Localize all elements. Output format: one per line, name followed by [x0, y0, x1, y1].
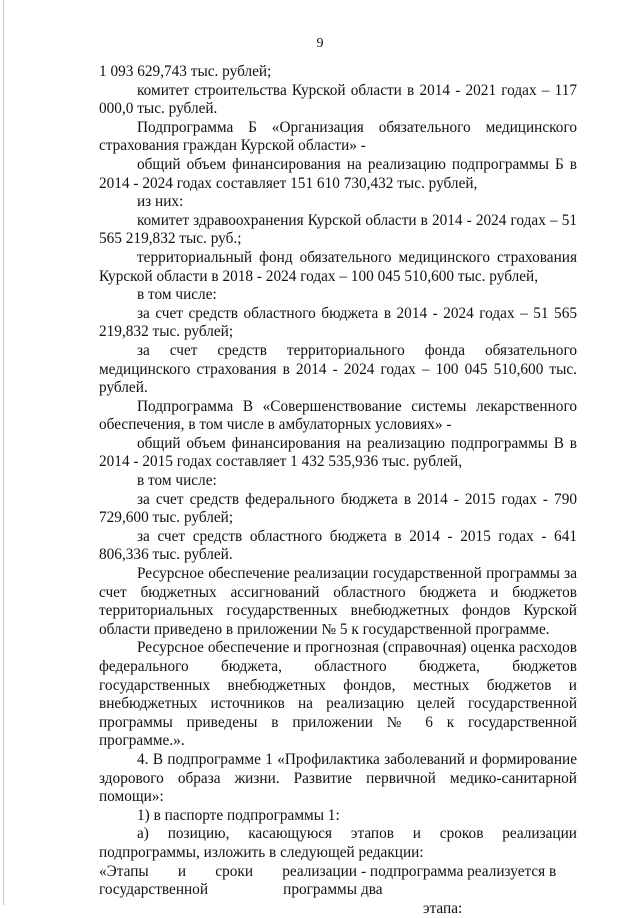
paragraph: общий объем финансирования на реализацию подпрограммы Б в 2014 - 2024 годах составляет 151 610 730,432 тыс. рублей,: [99, 155, 577, 192]
paragraph: за счет средств областного бюджета в 2014 - 2024 годах – 51 565 219,832 тыс. рублей;: [99, 304, 577, 341]
passport-table-row: [99, 863, 577, 918]
table-cell-label-line: «Этапы и сроки реализации: [99, 862, 357, 880]
paragraph: территориальный фонд обязательного медицинского страхования Курской области в 2018 - 2024 годах – 100 045 510,600 тыс. рублей,: [99, 248, 577, 285]
table-cell-value-line: этапа:: [423, 899, 463, 917]
scan-margin-line: [3, 0, 4, 905]
paragraph: в том числе:: [137, 286, 217, 304]
paragraph: а) позицию, касающуюся этапов и сроков реализации подпрограммы, изложить в следующей редакции:: [99, 825, 577, 861]
paragraph: 1 093 629,743 тыс. рублей;: [99, 63, 272, 80]
table-cell-value: [361, 863, 577, 918]
paragraph: комитет строительства Курской области в 2014 - 2021 годах – 117 000,0 тыс. рублей.: [99, 81, 577, 118]
paragraph: за счет средств областного бюджета в 2014 - 2015 годах - 641 806,336 тыс. рублей.: [99, 527, 577, 564]
table-cell-value-line: - подпрограмма реализуется в два: [361, 862, 557, 899]
paragraph: за счет средств территориального фонда обязательного медицинского страхования в 2014 - 2024 годах – 100 045 510,600 тыс. рублей.: [99, 341, 577, 397]
paragraph: за счет средств федерального бюджета в 2014 - 2015 годах - 790 729,600 тыс. рублей;: [99, 490, 577, 527]
paragraph: из них:: [137, 193, 184, 211]
paragraph: 1) в паспорте подпрограммы 1:: [137, 806, 340, 824]
page-number: 9: [316, 36, 324, 51]
paragraph: Подпрограмма Б «Организация обязательного медицинского страхования граждан Курской области» -: [99, 118, 577, 155]
paragraph: комитет здравоохранения Курской области в 2014 - 2024 годах – 51 565 219,832 тыс. руб.;: [99, 211, 577, 248]
paragraph: Ресурсное обеспечение реализации государственной программы за счет бюджетных ассигнований областного бюджета и бюджетов территориальных государственных внебюджетных фондов Курской области приведено в приложении № 5 к государственной программе.: [99, 565, 577, 638]
paragraph: 4. В подпрограмме 1 «Профилактика заболеваний и формирование здорового образа жизни. Развитие первичной медико-санитарной помощи»:: [99, 750, 577, 806]
paragraph: общий объем финансирования на реализацию подпрограммы В в 2014 - 2015 годах составляет 1 432 535,936 тыс. рублей,: [99, 434, 577, 471]
document-body: [99, 63, 577, 918]
paragraph: Подпрограмма В «Совершенствование системы лекарственного обеспечения, в том числе в амбулаторных условиях» -: [99, 397, 577, 434]
table-cell-label-line: государственной программы: [99, 881, 357, 899]
paragraph: Ресурсное обеспечение и прогнозная (справочная) оценка расходов федерального бюджета, областного бюджета, бюджетов государственных внебюджетных фондов, местных бюджетов и внебюджетных источников на реализацию целей государственной программы приведены в приложении № 6 к государственной программе.».: [99, 639, 577, 750]
table-cell-label: [99, 863, 357, 918]
paragraph: в том числе:: [137, 472, 217, 490]
